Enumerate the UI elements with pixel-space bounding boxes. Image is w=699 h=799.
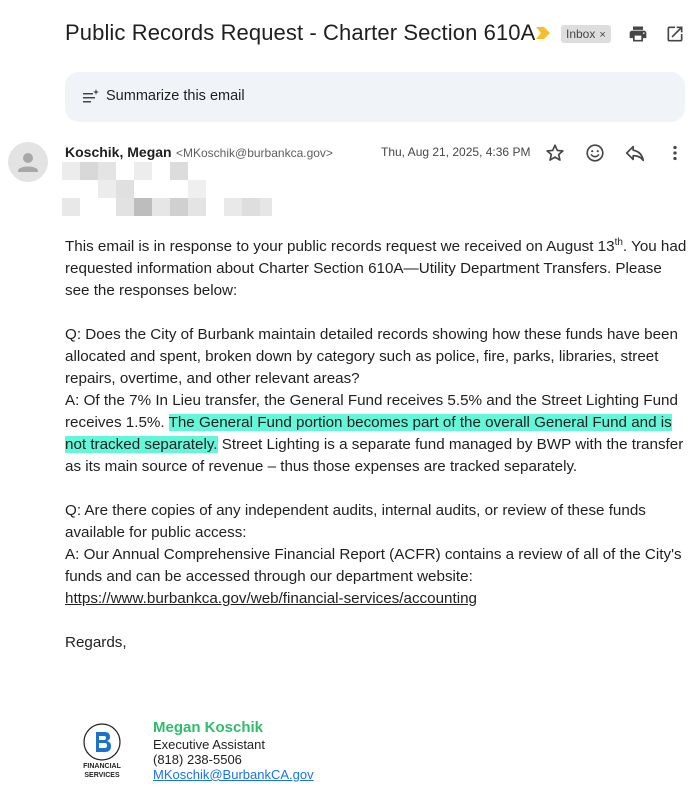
intro-paragraph <box>65 236 690 302</box>
signature-email-link[interactable]: MKoschik@BurbankCA.gov <box>153 767 314 782</box>
accounting-website-link[interactable]: https://www.burbankca.gov/web/financial-services/accounting <box>65 590 477 607</box>
logo-services-text: SERVICES <box>84 772 120 779</box>
inbox-label-text: Inbox <box>566 27 596 41</box>
sender-name[interactable]: Koschik, Megan <box>65 144 172 160</box>
remove-label-icon[interactable]: × <box>599 29 606 41</box>
regards-text: Regards, <box>65 634 127 651</box>
email-body <box>65 236 690 654</box>
highlighted-text: The General Fund portion becomes part of the overall General Fund and is not tracked separately. <box>65 414 672 453</box>
summarize-icon <box>83 89 99 105</box>
burbank-financial-services-logo <box>72 718 132 784</box>
intro-text: This email is in response to your public records request we received on August 13 <box>65 238 615 255</box>
importance-marker-icon[interactable] <box>536 27 550 39</box>
reply-icon[interactable] <box>624 142 646 164</box>
answer-2: A: Our Annual Comprehensive Financial Report (ACFR) contains a review of all of the City's funds and can be accessed through our department website: <box>65 546 682 585</box>
summarize-email-button[interactable] <box>65 72 685 122</box>
question-1: Q: Does the City of Burbank maintain detailed records showing how these funds have been allocated and spent, broken down by category such as police, fire, parks, libraries, street repairs, overtime, and other relevant areas? <box>65 326 678 387</box>
signature-title: Executive Assistant <box>153 737 265 752</box>
redacted-recipients <box>62 162 277 218</box>
summarize-label: Summarize this email <box>106 88 245 104</box>
intro-text-continued: . You had requested information about Charter Section 610A—Utility Department Transfers. Please see the responses below: <box>65 238 687 299</box>
more-vert-icon[interactable] <box>664 142 686 164</box>
answer-1-text-continued: Street Lighting is a separate fund managed by BWP with the transfer as its main source of revenue – thus those expenses are tracked separately. <box>65 436 684 475</box>
email-date: Thu, Aug 21, 2025, 4:36 PM <box>381 145 531 159</box>
open-in-new-window-icon[interactable] <box>665 24 685 44</box>
avatar[interactable] <box>8 142 48 182</box>
answer-1 <box>65 390 690 478</box>
print-icon[interactable] <box>628 24 648 44</box>
burbank-seal-icon <box>72 718 132 784</box>
intro-superscript: th <box>614 236 623 248</box>
person-icon <box>8 142 48 182</box>
question-2: Q: Are there copies of any independent audits, internal audits, or review of these funds available for public access: <box>65 502 646 541</box>
logo-financial-text: FINANCIAL <box>83 763 121 770</box>
signature-phone: (818) 238-5506 <box>153 752 242 767</box>
star-icon[interactable] <box>544 142 566 164</box>
signature-block <box>153 719 314 782</box>
emoji-icon[interactable] <box>584 142 606 164</box>
sender-email: <MKoschik@burbankca.gov> <box>176 146 333 160</box>
email-subject: Public Records Request - Charter Section 610A <box>65 20 536 45</box>
inbox-label-chip[interactable] <box>561 25 611 43</box>
signature-name: Megan Koschik <box>153 719 264 736</box>
answer-1-text: A: Of the 7% In Lieu transfer, the General Fund receives 5.5% and the Street Lighting Fund receives 1.5%. <box>65 392 678 431</box>
